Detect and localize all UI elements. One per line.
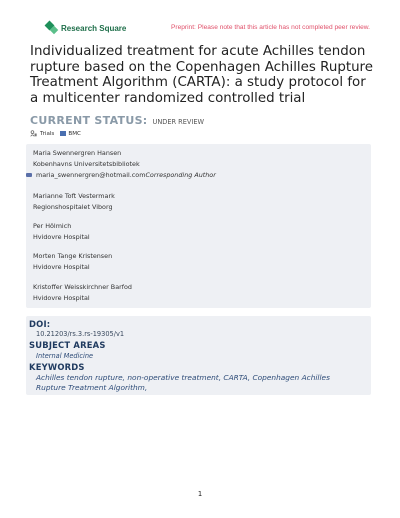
author-affiliation: Regionshospitalet Viborg bbox=[33, 202, 113, 211]
journal-bmc[interactable]: BMC bbox=[68, 130, 81, 137]
corresponding-email bbox=[26, 171, 216, 179]
page-header bbox=[46, 22, 370, 36]
journal-trials[interactable]: Trials bbox=[40, 130, 55, 137]
preprint-notice: Preprint: Please note that this article has not completed peer review. bbox=[170, 24, 370, 31]
author-entry bbox=[33, 251, 112, 272]
article-metadata bbox=[26, 316, 371, 395]
trials-icon bbox=[30, 130, 37, 137]
current-status bbox=[30, 114, 204, 127]
author-affiliation: Hvidovre Hospital bbox=[33, 262, 90, 271]
author-affiliation: Hvidovre Hospital bbox=[33, 293, 90, 302]
subject-areas-label: SUBJECT AREAS bbox=[29, 340, 106, 350]
research-square-logo[interactable] bbox=[46, 22, 126, 34]
author-entry bbox=[33, 282, 132, 303]
bmc-logo-icon bbox=[60, 131, 66, 136]
doi-link[interactable]: 10.21203/rs.3.rs-19305/v1 bbox=[36, 330, 125, 338]
author-name[interactable]: Marianne Toft Vestermark bbox=[33, 192, 115, 200]
author-entry bbox=[33, 148, 140, 169]
research-square-logo-icon bbox=[46, 22, 58, 34]
page-number: 1 bbox=[197, 490, 203, 498]
doi-label: DOI: bbox=[29, 319, 51, 329]
author-affiliation: Kobenhavns Universitetsbibliotek bbox=[33, 159, 140, 168]
author-name[interactable]: Per Hölmich bbox=[33, 222, 72, 230]
subject-area-link[interactable]: Internal Medicine bbox=[36, 352, 94, 360]
keywords-list[interactable]: Achilles tendon rupture, non-operative treatment, CARTA, Copenhagen Achilles Rupture Treatment Algorithm, bbox=[36, 373, 330, 392]
article-title: Individualized treatment for acute Achilles tendon rupture based on the Copenhagen Achilles Rupture Treatment Algorithm (CARTA): a study protocol for a multicenter randomized controlled trial bbox=[30, 44, 374, 106]
logo-text: Research Square bbox=[61, 23, 127, 33]
author-name[interactable]: Maria Swennergren Hansen bbox=[33, 149, 122, 157]
author-name[interactable]: Morten Tange Kristensen bbox=[33, 252, 113, 260]
status-value: UNDER REVIEW bbox=[152, 118, 205, 126]
author-entry bbox=[33, 191, 115, 212]
status-label: CURRENT STATUS: bbox=[30, 114, 148, 127]
keywords-label: KEYWORDS bbox=[29, 362, 85, 372]
corresponding-author-note: Corresponding Author bbox=[145, 171, 216, 179]
authors-panel bbox=[26, 144, 371, 308]
author-entry bbox=[33, 221, 90, 242]
email-address[interactable]: maria_swennergren@hotmail.com bbox=[36, 171, 146, 179]
author-affiliation: Hvidovre Hospital bbox=[33, 232, 90, 241]
author-name[interactable]: Kristoffer Weisskirchner Barfod bbox=[33, 283, 132, 291]
journal-tags bbox=[30, 130, 81, 137]
email-icon bbox=[26, 173, 32, 177]
